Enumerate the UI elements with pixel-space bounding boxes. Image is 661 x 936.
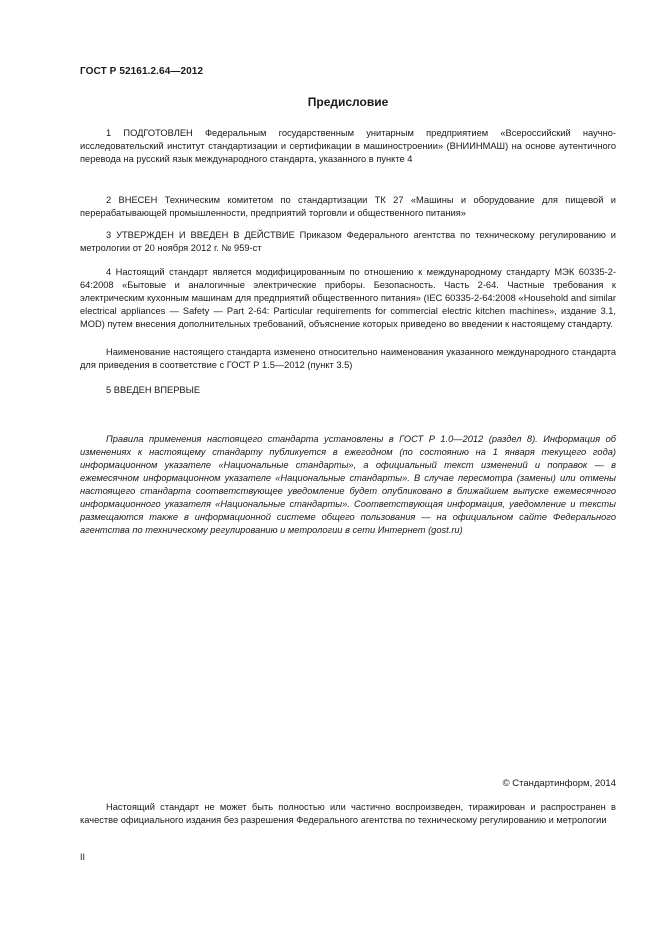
- preface-item-1: [80, 127, 616, 166]
- usage-rules-note-text: Правила применения настоящего стандарта установлены в ГОСТ Р 1.0—2012 (раздел 8). Информация об изменениях к настоящему стандарту публикуется в ежегодном (по состоянию на 1 января текущего года) информационном указателе «Национальные стандарты», а официальный текст изменений и поправок — в ежемесячном информационном указателе «Национальные стандарты». В случае пересмотра (замены) или отмены настоящего стандарта соответствующее уведомление будет опубликовано в ближайшем выпуске ежемесячного информационного указателя «Национальные стандарты». Соответствующая информация, уведомление и тексты размещаются также в информационной системе общего пользования — на официальном сайте Федерального агентства по техническому регулированию и метрологии в сети Интернет (gost.ru): [80, 434, 616, 535]
- reproduction-notice-text: Настоящий стандарт не может быть полностью или частично воспроизведен, тиражирован и распространен в качестве официального издания без разрешения Федерального агентства по техническому регулированию и метрологии: [80, 802, 616, 825]
- preface-item-4: [80, 266, 616, 331]
- preface-item-1-text: 1 ПОДГОТОВЛЕН Федеральным государственным унитарным предприятием «Всероссийский научно-исследовательский институт стандартизации и сертификации в машиностроении» (ВНИИНМАШ) на основе аутентичного перевода на русский язык международного стандарта, указанного в пункте 4: [80, 128, 616, 164]
- copyright-notice: © Стандартинформ, 2014: [502, 778, 616, 789]
- usage-rules-note: [80, 433, 616, 537]
- preface-item-5-text: 5 ВВЕДЕН ВПЕРВЫЕ: [106, 385, 201, 395]
- preface-item-5: [80, 384, 616, 397]
- preface-item-4-text: 4 Настоящий стандарт является модифицированным по отношению к международному стандарту МЭК 60335-2-64:2008 «Бытовые и аналогичные электрические приборы. Безопасность. Часть 2-64. Частные требования к электрическим кухонным машинам для предприятий общественного питания» (IEC 60335-2-64:2008 «Household and similar electrical appliances — Safety — Part 2-64: Particular requirements for commercial electric kitchen machines», издание 3.1, MOD) путем внесения дополнительных требований, объяснение которых приведено во введении к настоящему стандарту.: [80, 267, 616, 329]
- preface-item-2: [80, 194, 616, 220]
- page-title: Предисловие: [307, 95, 389, 109]
- preface-item-2-text: 2 ВНЕСЕН Техническим комитетом по стандартизации ТК 27 «Машины и оборудование для пищевой и перерабатывающей промышленности, предприятий торговли и общественного питания»: [80, 195, 616, 218]
- preface-item-3-text: 3 УТВЕРЖДЕН И ВВЕДЕН В ДЕЙСТВИЕ Приказом Федерального агентства по техническому регулированию и метрологии от 20 ноября 2012 г. № 959-ст: [80, 230, 616, 253]
- page-number: II: [80, 852, 86, 862]
- preface-item-4-note: [80, 346, 616, 372]
- reproduction-notice: [80, 801, 616, 827]
- preface-item-3: [80, 229, 616, 255]
- standard-code-header: ГОСТ Р 52161.2.64—2012: [80, 66, 204, 77]
- preface-item-4-note-text: Наименование настоящего стандарта изменено относительно наименования указанного международного стандарта для приведения в соответствие с ГОСТ Р 1.5—2012 (пункт 3.5): [80, 347, 616, 370]
